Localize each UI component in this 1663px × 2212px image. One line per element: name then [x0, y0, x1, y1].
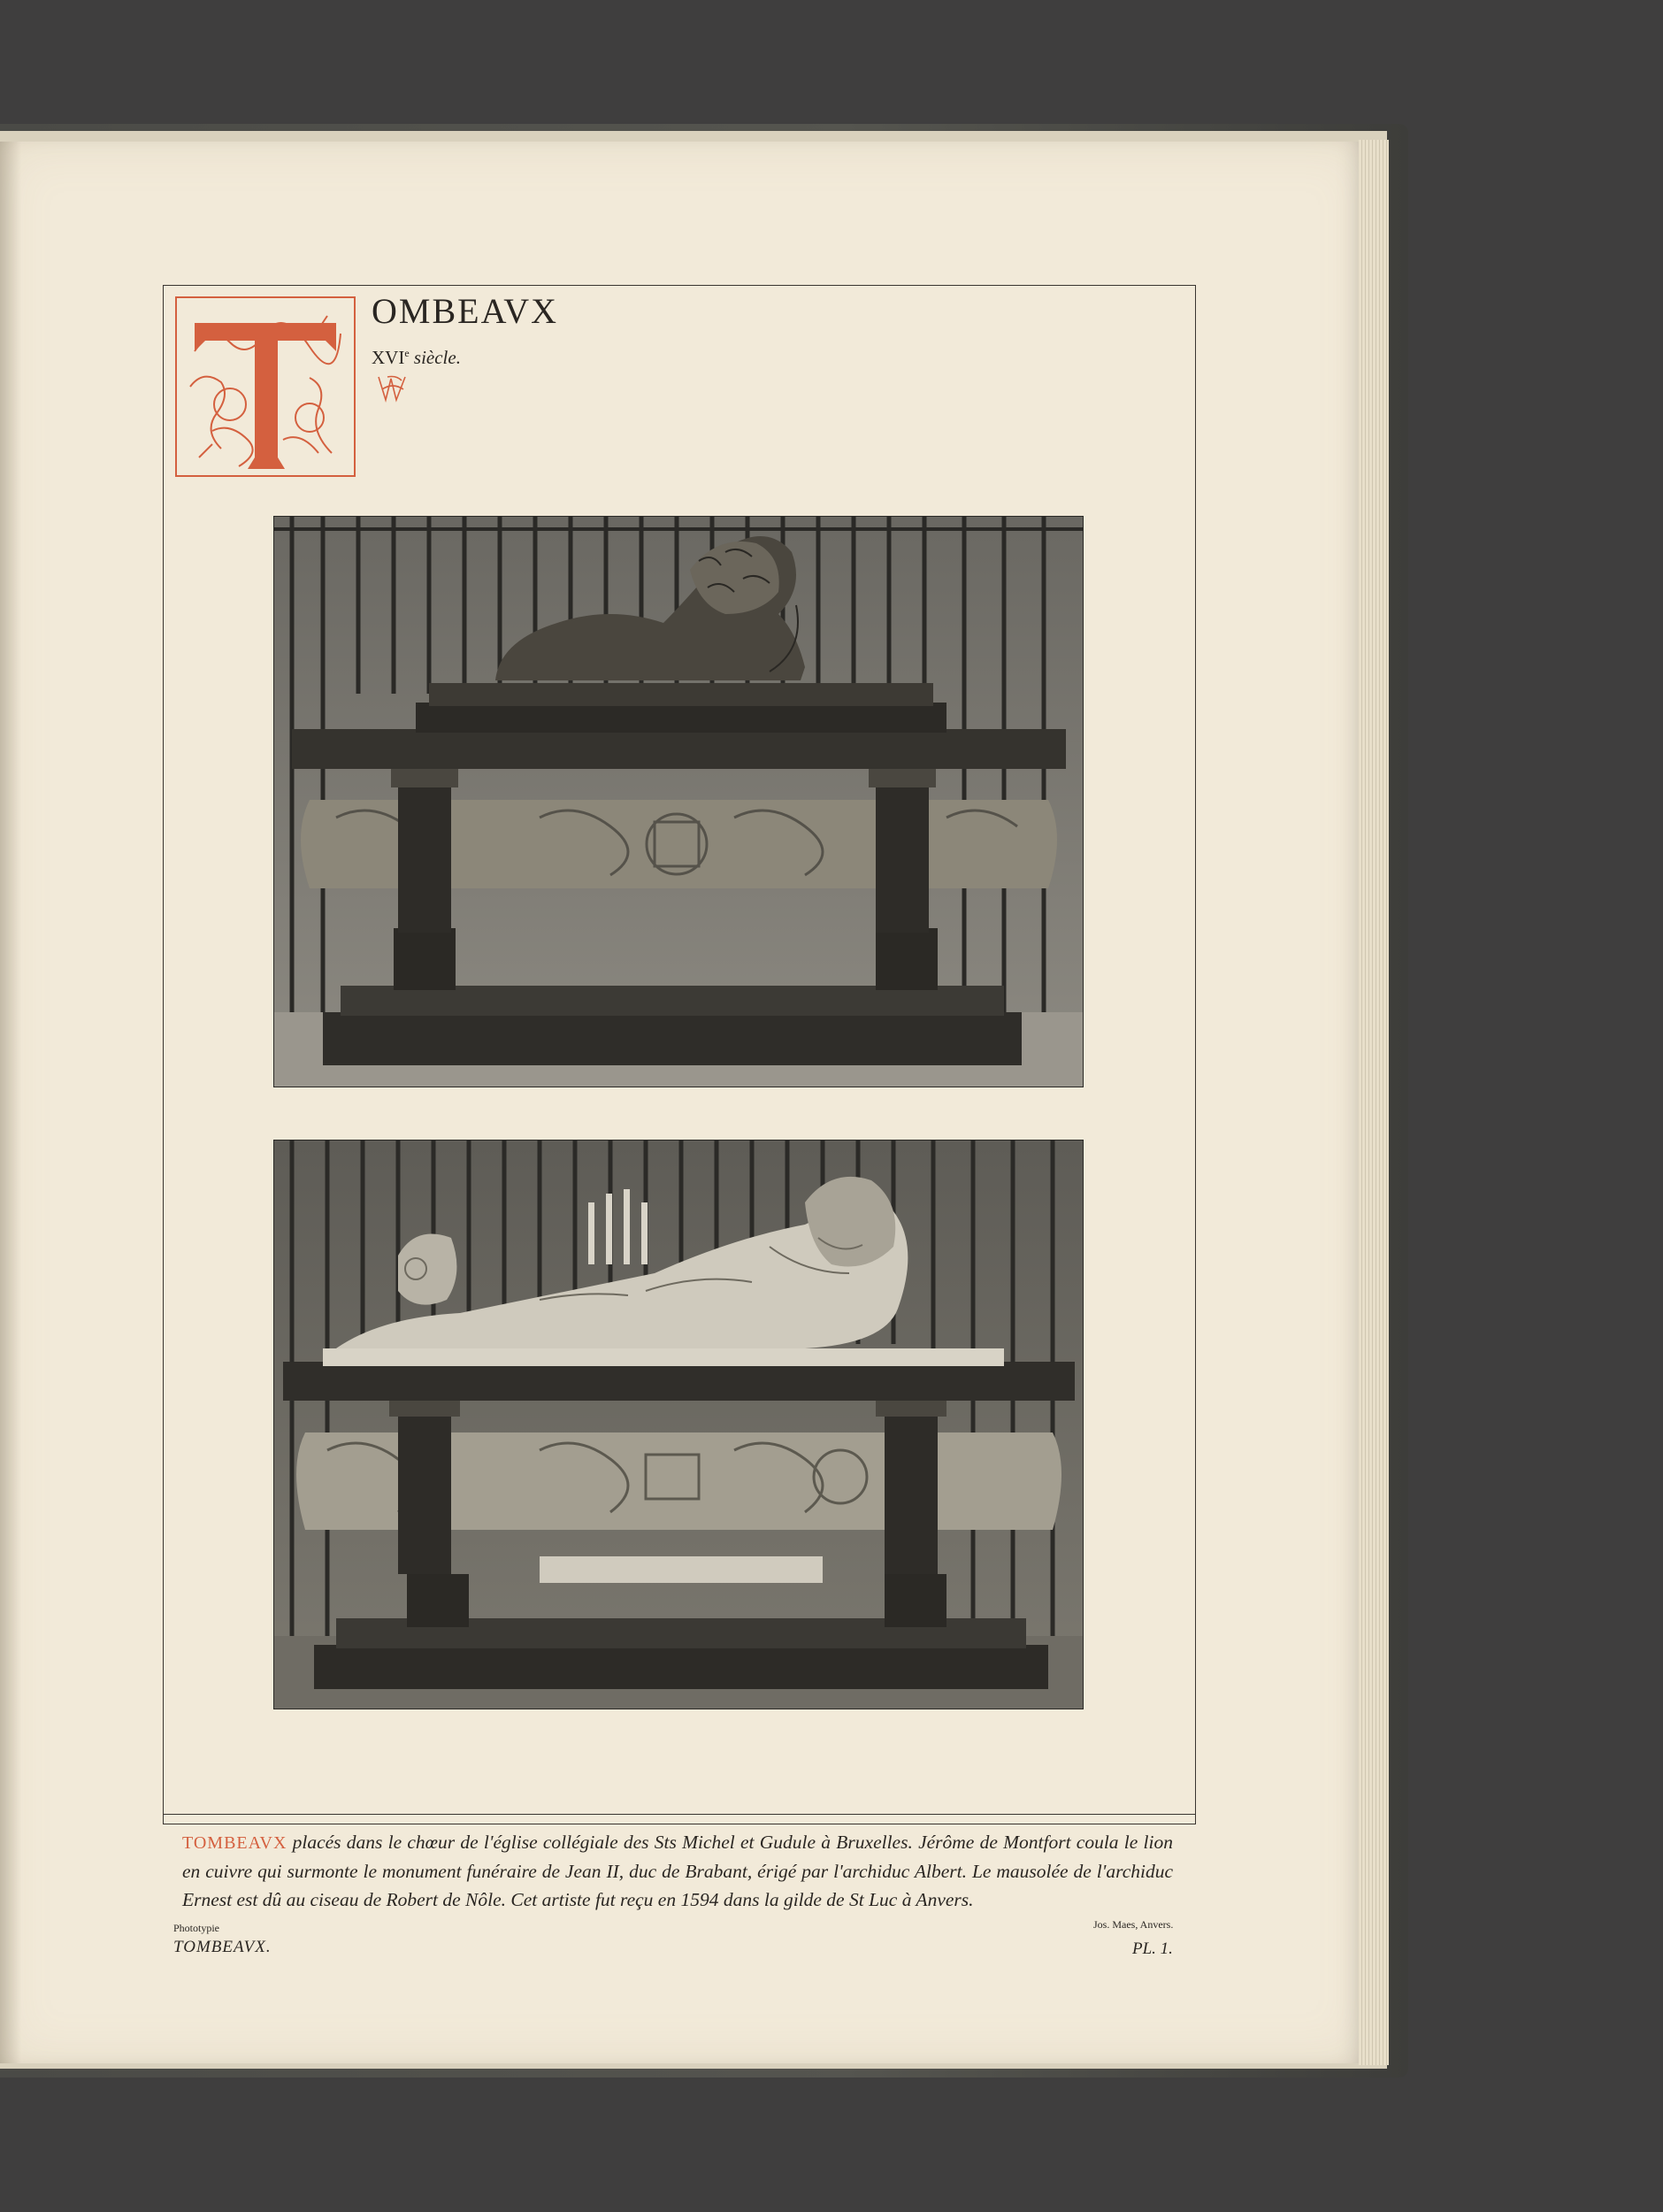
century-label: XVIe siècle.	[372, 347, 461, 368]
monogram-icon	[375, 373, 410, 403]
publisher-label: Jos. Maes, Anvers.	[1093, 1918, 1174, 1931]
caption-divider	[163, 1814, 1196, 1815]
caption-lead: TOMBEAVX	[182, 1833, 287, 1853]
page-title: OMBEAVX	[372, 291, 559, 331]
photo-lion-tomb	[273, 516, 1084, 1087]
dropcap-illumination-icon	[177, 298, 354, 475]
tomb-with-lion-icon	[274, 517, 1083, 1087]
plate-number: PL. 1.	[1132, 1939, 1173, 1958]
footer-title: TOMBEAVX.	[173, 1938, 272, 1956]
page-gutter	[0, 142, 21, 2063]
page-edges	[1359, 140, 1389, 2065]
dropcap-t	[175, 296, 356, 477]
process-label: Phototypie	[173, 1922, 220, 1934]
plate-caption	[182, 1828, 1173, 1914]
photo-knight-tomb	[273, 1140, 1084, 1709]
tomb-with-knight-effigy-icon	[274, 1141, 1083, 1709]
caption-text: placés dans le chœur de l'église collégiale des Sts Michel et Gudule à Bruxelles. Jérôme de Montfort coula le lion en cuivre qui surmonte le monument funéraire de Jean II, duc de Brabant, érigé par l'archiduc Albert. Le mausolée de l'archiduc Ernest est dû au ciseau de Robert de Nôle. Cet artiste fut reçu en 1594 dans la gilde de St Luc à Anvers.	[182, 1832, 1173, 1910]
